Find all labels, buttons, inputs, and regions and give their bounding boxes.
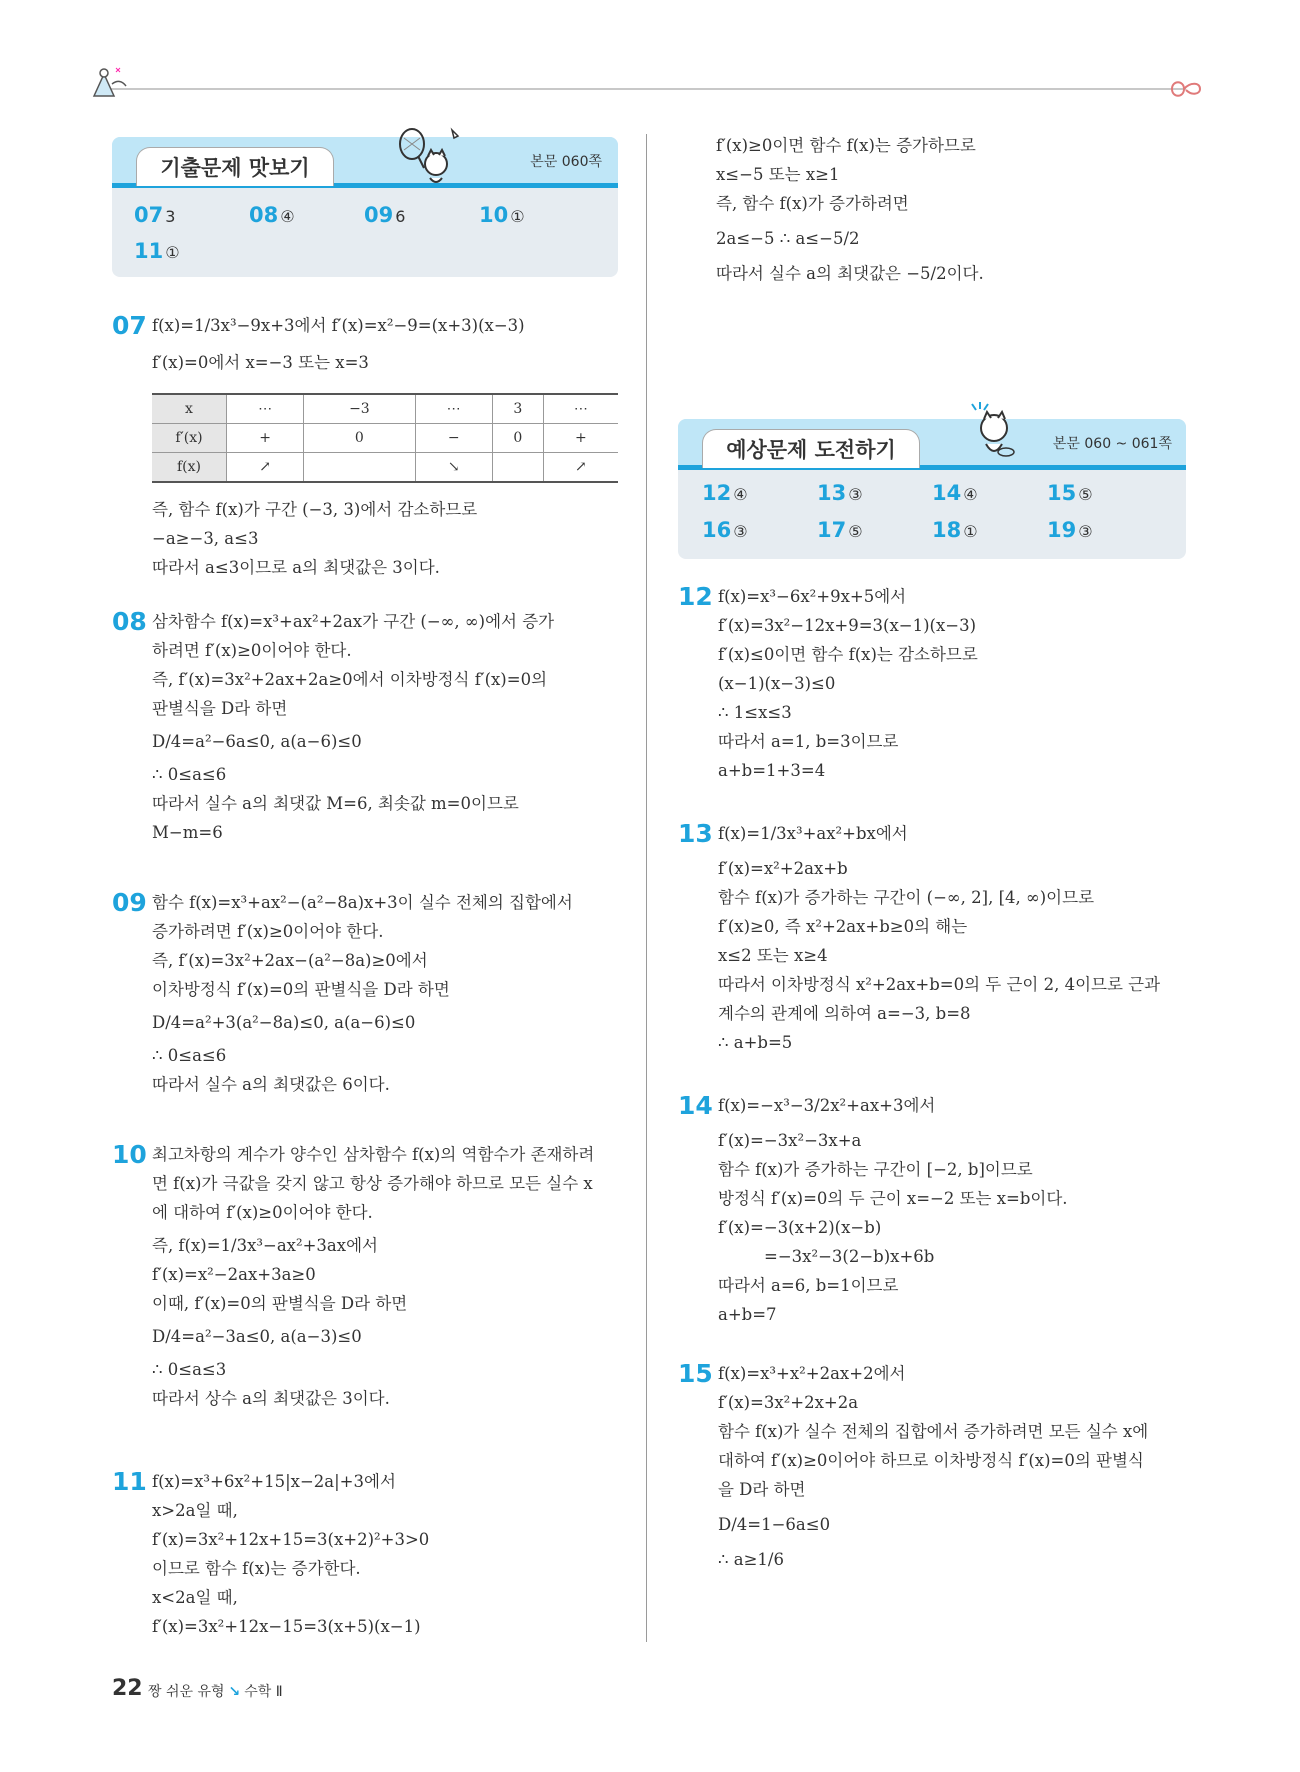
subject-name: 수학 Ⅱ [244,1684,283,1700]
solution-line: 2a≤−5 ∴ a≤−5/2 [716,229,860,248]
answer-box-title: 기출문제 맛보기 [136,147,334,186]
problem-number: 11 [112,1467,147,1496]
solution-line: x<2a일 때, [152,1588,238,1607]
solution-10 [152,1140,622,1413]
solution-line: D/4=a²−6a≤0, a(a−6)≤0 [152,732,362,751]
solution-line: 따라서 상수 a의 최댓값은 3이다. [152,1389,390,1408]
table-cell: ↘ [415,453,492,483]
solution-line: 대하여 f′(x)≥0이어야 하므로 이차방정식 f′(x)=0의 판별식 [718,1451,1144,1470]
table-cell: f(x) [152,453,227,483]
solution-line: 이차방정식 f′(x)=0의 판별식을 D라 하면 [152,980,450,999]
table-cell: f′(x) [152,424,227,453]
solution-line: f′(x)≤0이면 함수 f(x)는 감소하므로 [718,645,978,664]
answer-item: 18 ① [932,518,978,542]
answer-item: 08 ④ [249,203,295,227]
solution-08 [152,607,622,847]
solution-line: f(x)=x³+x²+2ax+2에서 [718,1364,906,1383]
answer-item: 14 ④ [932,481,978,505]
table-cell: 3 [492,394,543,424]
solution-line: f′(x)=3x²+2x+2a [718,1393,859,1412]
solution-line: D/4=a²+3(a²−8a)≤0, a(a−6)≤0 [152,1013,416,1032]
solution-line: f′(x)≥0, 즉 x²+2ax+b≥0의 해는 [718,917,968,936]
solution-line: x≤2 또는 x≥4 [718,946,828,965]
solution-line: f′(x)≥0이면 함수 f(x)는 증가하므로 [716,136,976,155]
solution-line: f(x)=x³+6x²+15|x−2a|+3에서 [152,1472,396,1491]
solution-07-conclusion [152,495,622,582]
solution-line: 함수 f(x)=x³+ax²−(a²−8a)x+3이 실수 전체의 집합에서 [152,893,573,912]
header-rule [104,88,1186,90]
answer-item: 07 3 [134,203,176,227]
solution-line: f′(x)=−3x²−3x+a [718,1131,862,1150]
problem-number: 09 [112,888,147,917]
answer-item: 13 ③ [817,481,863,505]
table-cell: + [227,424,304,453]
table-cell: ⋯ [227,394,304,424]
solution-line: f(x)=1/3x³−9x+3에서 f′(x)=x²−9=(x+3)(x−3) [152,316,525,335]
solution-line: f′(x)=−3(x+2)(x−b) [718,1218,882,1237]
solution-line: ∴ a≥1/6 [718,1550,784,1569]
answer-box-page-ref: 본문 060 ~ 061쪽 [1052,436,1172,452]
answer-item: 17 ⑤ [817,518,863,542]
table-cell [492,453,543,483]
solution-line: 하려면 f′(x)≥0이어야 한다. [152,641,352,660]
solution-line: 따라서 실수 a의 최댓값은 −5/2이다. [716,264,984,283]
solution-line: 따라서 실수 a의 최댓값 M=6, 최솟값 m=0이므로 [152,794,519,813]
table-row [152,424,618,453]
answer-item: 11 ① [134,239,180,263]
solution-line: f′(x)=3x²+12x−15=3(x+5)(x−1) [152,1617,421,1636]
table-cell: −3 [304,394,415,424]
solution-line: D/4=1−6a≤0 [718,1515,831,1534]
solution-line: 계수의 관계에 의하여 a=−3, b=8 [718,1004,971,1023]
solution-line: 이때, f′(x)=0의 판별식을 D라 하면 [152,1294,408,1313]
solution-line: 즉, f′(x)=3x²+2ax+2a≥0에서 이차방정식 f′(x)=0의 [152,670,548,689]
solution-line: f′(x)=x²+2ax+b [718,859,848,878]
solution-14 [718,1091,1188,1329]
table-cell: ↗ [227,453,304,483]
solution-line: 따라서 실수 a의 최댓값은 6이다. [152,1075,390,1094]
answer-box-past-exams [112,137,618,277]
solution-line: a+b=7 [718,1305,777,1324]
solution-line: −a≥−3, a≤3 [152,529,259,548]
footer-arrow-icon: ↘ [228,1684,241,1700]
solution-line: x≤−5 또는 x≥1 [716,165,840,184]
solution-line: ∴ a+b=5 [718,1033,793,1052]
table-cell: 0 [304,424,415,453]
solution-line: 함수 f(x)가 실수 전체의 집합에서 증가하려면 모든 실수 x에 [718,1422,1149,1441]
solution-line: f′(x)=0에서 x=−3 또는 x=3 [152,353,369,372]
page-number: 22 [112,1676,143,1701]
solution-15 [718,1359,1188,1574]
table-cell: 0 [492,424,543,453]
answer-item: 12 ④ [702,481,748,505]
solution-line: 증가하려면 f′(x)≥0이어야 한다. [152,922,384,941]
problem-number: 07 [112,311,147,340]
table-cell: ⋯ [543,394,618,424]
table-cell [304,453,415,483]
solution-line: x>2a일 때, [152,1501,238,1520]
problem-number: 14 [678,1091,713,1120]
solution-line: ∴ 0≤a≤6 [152,1046,227,1065]
solution-line: 방정식 f′(x)=0의 두 근이 x=−2 또는 x=b이다. [718,1189,1068,1208]
solution-line: 따라서 a=1, b=3이므로 [718,732,899,751]
answer-box-page-ref: 본문 060쪽 [530,154,602,170]
solution-line: 면 f(x)가 극값을 갖지 않고 항상 증가해야 하므로 모든 실수 x [152,1174,593,1193]
solution-line: ∴ 1≤x≤3 [718,703,792,722]
table-row [152,394,618,424]
footer-book-title [148,1681,283,1701]
cat-badminton-mascot-icon [392,124,466,188]
answer-box-title: 예상문제 도전하기 [702,429,920,468]
solution-line: a+b=1+3=4 [718,761,826,780]
solution-line: 함수 f(x)가 증가하는 구간이 (−∞, 2], [4, ∞)이므로 [718,888,1095,907]
solution-line: 즉, f(x)=1/3x³−ax²+3ax에서 [152,1236,378,1255]
solution-line: 이므로 함수 f(x)는 증가한다. [152,1559,361,1578]
table-cell: ⋯ [415,394,492,424]
solution-line: 삼차함수 f(x)=x³+ax²+2ax가 구간 (−∞, ∞)에서 증가 [152,612,555,631]
solution-line: ∴ 0≤a≤3 [152,1360,227,1379]
table-cell: + [543,424,618,453]
solution-line: ∴ 0≤a≤6 [152,765,227,784]
solution-line: 즉, 함수 f(x)가 증가하려면 [716,194,909,213]
solution-line: f(x)=x³−6x²+9x+5에서 [718,587,907,606]
solution-11 [152,1467,622,1641]
answer-box-predicted [678,419,1186,559]
problem-number: 12 [678,582,713,611]
table-cell: ↗ [543,453,618,483]
solution-09 [152,888,622,1099]
sign-change-table [152,393,618,483]
problem-number: 08 [112,607,147,636]
problem-number: 13 [678,819,713,848]
solution-line: f′(x)=x²−2ax+3a≥0 [152,1265,316,1284]
solution-line: 즉, 함수 f(x)가 구간 (−3, 3)에서 감소하므로 [152,500,478,519]
answer-item: 15 ⑤ [1047,481,1093,505]
solution-line: 최고차항의 계수가 양수인 삼차함수 f(x)의 역함수가 존재하려 [152,1145,595,1164]
solution-line: 따라서 a≤3이므로 a의 최댓값은 3이다. [152,558,440,577]
solution-line: f′(x)=3x²+12x+15=3(x+2)²+3>0 [152,1530,430,1549]
solution-line: 에 대하여 f′(x)≥0이어야 한다. [152,1203,373,1222]
ribbon-icon [1168,78,1204,100]
solution-line: 판별식을 D라 하면 [152,699,288,718]
solution-line: 함수 f(x)가 증가하는 구간이 [−2, b]이므로 [718,1160,1033,1179]
column-divider [646,134,647,1642]
problem-number: 10 [112,1140,147,1169]
solution-line: 을 D라 하면 [718,1480,806,1499]
table-cell: − [415,424,492,453]
solution-line: M−m=6 [152,823,223,842]
solution-12 [718,582,1188,785]
answer-item: 16 ③ [702,518,748,542]
solution-07 [152,311,622,377]
answer-item: 09 6 [364,203,406,227]
solution-line: 즉, f′(x)=3x²+2ax−(a²−8a)≥0에서 [152,951,428,970]
problem-number: 15 [678,1359,713,1388]
solution-line: 따라서 이차방정식 x²+2ax+b=0의 두 근이 2, 4이므로 근과 [718,975,1161,994]
solution-line: D/4=a²−3a≤0, a(a−3)≤0 [152,1327,362,1346]
cat-mascot-icon [966,400,1018,468]
solution-line: =−3x²−3(2−b)x+6b [764,1247,935,1266]
solution-line: (x−1)(x−3)≤0 [718,674,836,693]
table-row [152,453,618,483]
solution-line: f(x)=−x³−3/2x²+ax+3에서 [718,1096,936,1115]
book-name: 짱 쉬운 유형 [148,1684,225,1700]
table-cell: x [152,394,227,424]
answer-item: 10 ① [479,203,525,227]
solution-11-continued [716,131,1186,288]
solution-line: 따라서 a=6, b=1이므로 [718,1276,899,1295]
answer-item: 19 ③ [1047,518,1093,542]
bell-mascot-icon [86,62,132,102]
solution-13 [718,819,1188,1057]
solution-line: f′(x)=3x²−12x+9=3(x−1)(x−3) [718,616,977,635]
solution-line: f(x)=1/3x³+ax²+bx에서 [718,824,908,843]
